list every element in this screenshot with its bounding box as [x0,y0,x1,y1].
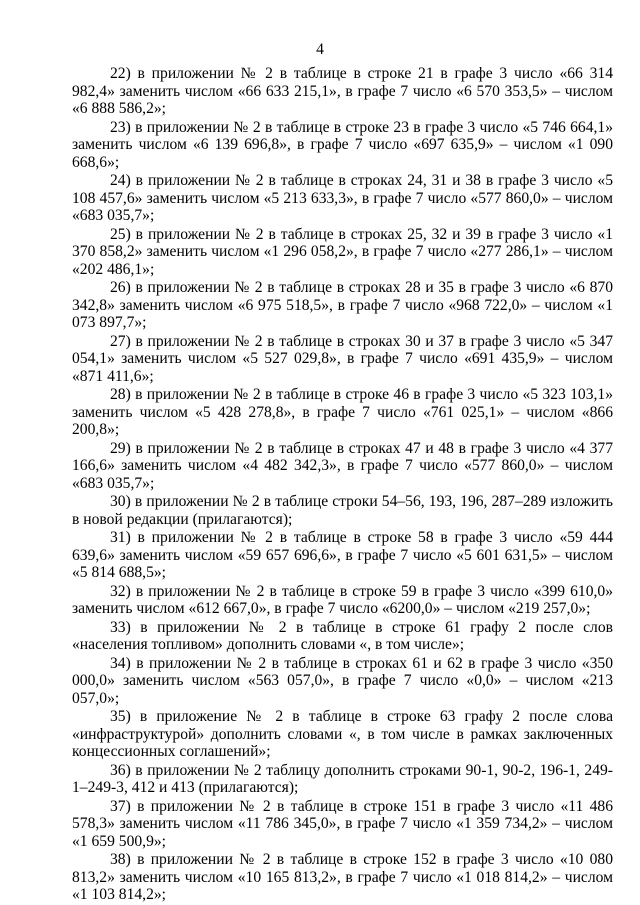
list-item: 33) в приложении № 2 в таблице в строке 61 графу 2 после слов «населения топливом» дополнить словами «, в том числе»; [72,618,613,653]
list-item: 32) в приложении № 2 в таблице в строке 59 в графе 3 число «399 610,0» заменить числом «612 667,0», в графе 7 число «6200,0» – числом «219 257,0»; [72,582,613,617]
page-number: 4 [316,41,324,58]
list-item: 31) в приложении № 2 в таблице в строке 58 в графе 3 число «59 444 639,6» заменить числом «59 657 696,6», в графе 7 число «5 601 631,5» – числом «5 814 688,5»; [72,529,613,581]
list-item: 29) в приложении № 2 в таблице в строках 47 и 48 в графе 3 число «4 377 166,6» заменить числом «4 482 342,3», в графе 7 число «577 860,0» – числом «683 035,7»; [72,439,613,492]
list-item: 23) в приложении № 2 в таблице в строке 23 в графе 3 число «5 746 664,1» заменить числом «6 139 696,8», в графе 7 число «697 635,9» – числом «1 090 668,6»; [72,118,613,171]
list-item: 34) в приложении № 2 в таблице в строках 61 и 62 в графе 3 число «350 000,0» заменить числом «563 057,0», в графе 7 число «0,0» – числом «213 057,0»; [72,654,613,707]
list-item: 30) в приложении № 2 в таблице строки 54–56, 193, 196, 287–289 изложить в новой редакции (прилагаются); [72,493,613,528]
list-item: 27) в приложении № 2 в таблице в строках 30 и 37 в графе 3 число «5 347 054,1» заменить числом «5 527 029,8», в графе 7 число «691 435,9» – числом «871 411,6»; [72,332,613,385]
list-item: 25) в приложении № 2 в таблице в строках 25, 32 и 39 в графе 3 число «1 370 858,2» заменить числом «1 296 058,2», в графе 7 число «277 286,1» – числом «202 486,1»; [72,225,613,278]
list-item: 37) в приложении № 2 в таблице в строке 151 в графе 3 число «11 486 578,3» заменить числом «11 786 345,0», в графе 7 число «1 359 734,2» – числом «1 659 500,9»; [72,797,613,850]
list-item: 26) в приложении № 2 в таблице в строках 28 и 35 в графе 3 число «6 870 342,8» заменить числом «6 975 518,5», в графе 7 число «968 722,0» – числом «1 073 897,7»; [72,279,613,331]
list-item: 22) в приложении № 2 в таблице в строке 21 в графе 3 число «66 314 982,4» заменить числом «66 633 215,1», в графе 7 число «6 570 353,5» – числом «6 888 586,2»; [72,65,613,117]
list-item: 36) в приложении № 2 таблицу дополнить строками 90-1, 90-2, 196-1, 249-1–249-3, 412 и 413 (прилагаются); [72,761,613,796]
document-body [72,65,613,905]
list-item: 35) в приложение № 2 в таблице в строке 63 графу 2 после слова «инфраструктурой» дополнить словами «, в том числе в рамках заключенных концессионных соглашений»; [72,708,613,760]
list-item: 38) в приложении № 2 в таблице в строке 152 в графе 3 число «10 080 813,2» заменить числом «10 165 813,2», в графе 7 число «1 018 814,2» – числом «1 103 814,2»; [72,851,613,903]
list-item: 28) в приложении № 2 в таблице в строке 46 в графе 3 число «5 323 103,1» заменить числом «5 428 278,8», в графе 7 число «761 025,1» – числом «866 200,8»; [72,386,613,438]
list-item: 24) в приложении № 2 в таблице в строках 24, 31 и 38 в графе 3 число «5 108 457,6» заменить числом «5 213 633,3», в графе 7 число «577 860,0» – числом «683 035,7»; [72,172,613,224]
